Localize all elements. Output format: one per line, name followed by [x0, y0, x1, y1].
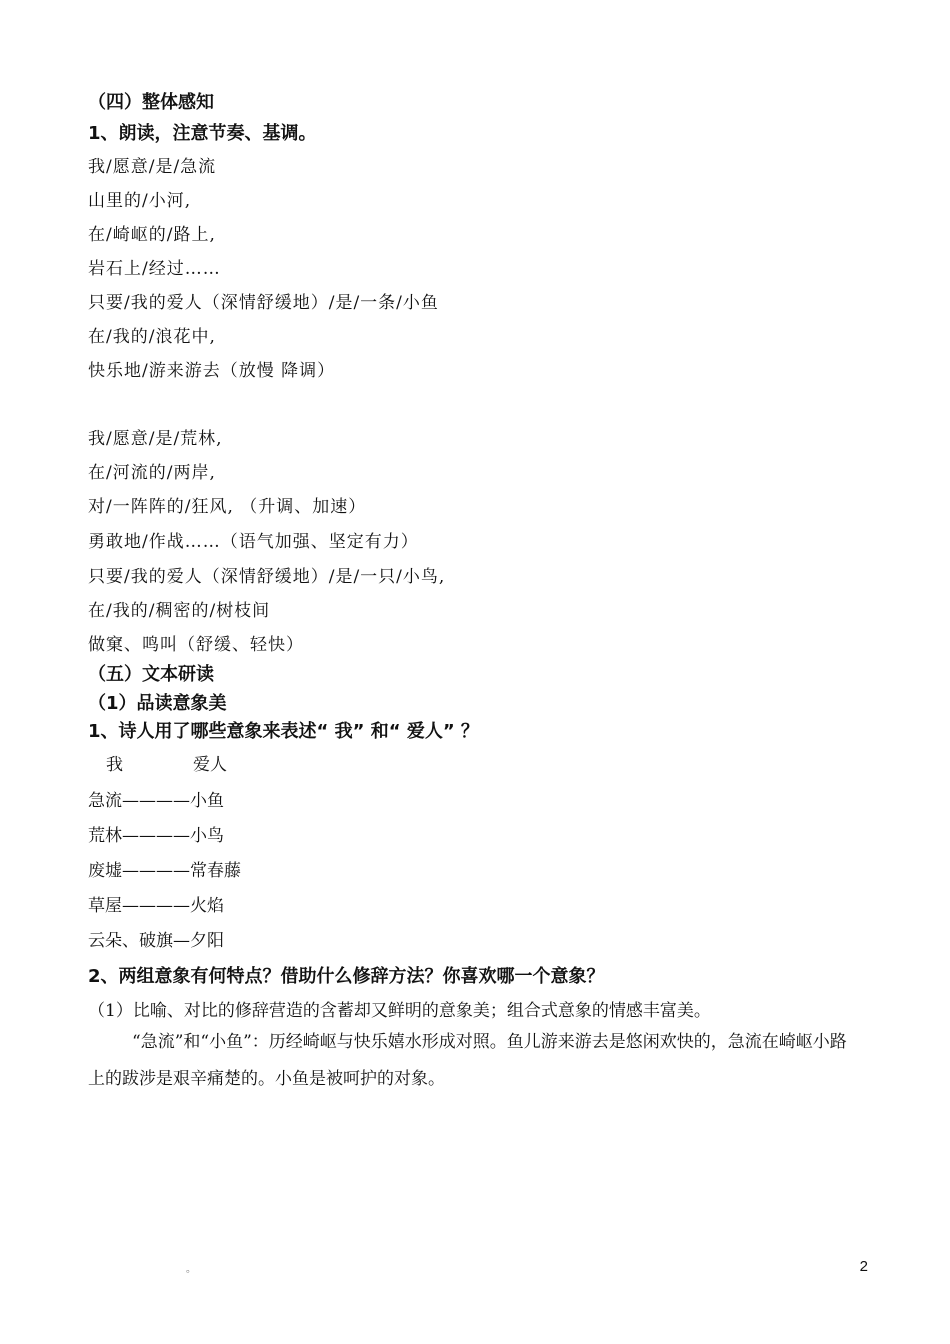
- poem-line: 只要/我的爱人（深情舒缓地）/是/一只/小鸟,: [88, 567, 446, 587]
- subheading-imagery-beauty: （1）品读意象美: [88, 693, 227, 714]
- poem-line: 山里的/小河,: [88, 191, 192, 211]
- poem-line: 在/我的/稠密的/树枝间: [88, 601, 271, 621]
- poem-line: 只要/我的爱人（深情舒缓地）/是/一条/小鱼: [88, 293, 439, 313]
- poem-line: 做窠、鸣叫（舒缓、轻快）: [88, 635, 304, 655]
- poem-line: 岩石上/经过……: [88, 259, 221, 279]
- poem-line: 我/愿意/是/荒林,: [88, 429, 223, 449]
- imagery-pair: 急流————小鱼: [88, 791, 224, 811]
- poem-line: 在/河流的/两岸,: [88, 463, 216, 483]
- poem-line: 对/一阵阵的/狂风, （升调、加速）: [88, 497, 367, 517]
- question-2: 2、两组意象有何特点？借助什么修辞方法？你喜欢哪一个意象？: [88, 966, 605, 987]
- page-number: 2: [859, 1258, 868, 1275]
- section-heading-text-study: （五）文本研读: [88, 664, 214, 685]
- poem-line: 快乐地/游来游去（放慢 降调）: [88, 361, 336, 381]
- poem-line: 勇敢地/作战……（语气加强、坚定有力）: [88, 532, 419, 552]
- question-1: 1、诗人用了哪些意象来表述“ 我” 和“ 爱人” ？: [88, 721, 479, 742]
- poem-line: 我/愿意/是/急流: [88, 157, 217, 177]
- imagery-pair: 荒林————小鸟: [88, 826, 224, 846]
- answer-point-1: （1）比喻、对比的修辞营造的含蓄却又鲜明的意象美；组合式意象的情感丰富美。: [88, 1001, 711, 1021]
- column-label-me: 我: [106, 755, 123, 775]
- section-heading-overall-perception: （四）整体感知: [88, 92, 214, 113]
- column-label-lover: 爱人: [193, 755, 227, 775]
- imagery-pair: 废墟————常春藤: [88, 861, 241, 881]
- poem-line: 在/我的/浪花中,: [88, 327, 216, 347]
- analysis-paragraph: “急流”和“小鱼”：历经崎岖与快乐嬉水形成对照。鱼儿游来游去是悠闲欢快的，急流在崎岖小路上的跋涉是艰辛痛楚的。小鱼是被呵护的对象。: [88, 1032, 847, 1089]
- footer-dot: 。: [186, 1264, 196, 1275]
- imagery-pair: 云朵、破旗—夕阳: [88, 931, 224, 951]
- imagery-pair: 草屋————火焰: [88, 896, 224, 916]
- subheading-reading-aloud: 1、朗读，注意节奏、基调。: [88, 123, 317, 144]
- poem-line: 在/崎岖的/路上,: [88, 225, 216, 245]
